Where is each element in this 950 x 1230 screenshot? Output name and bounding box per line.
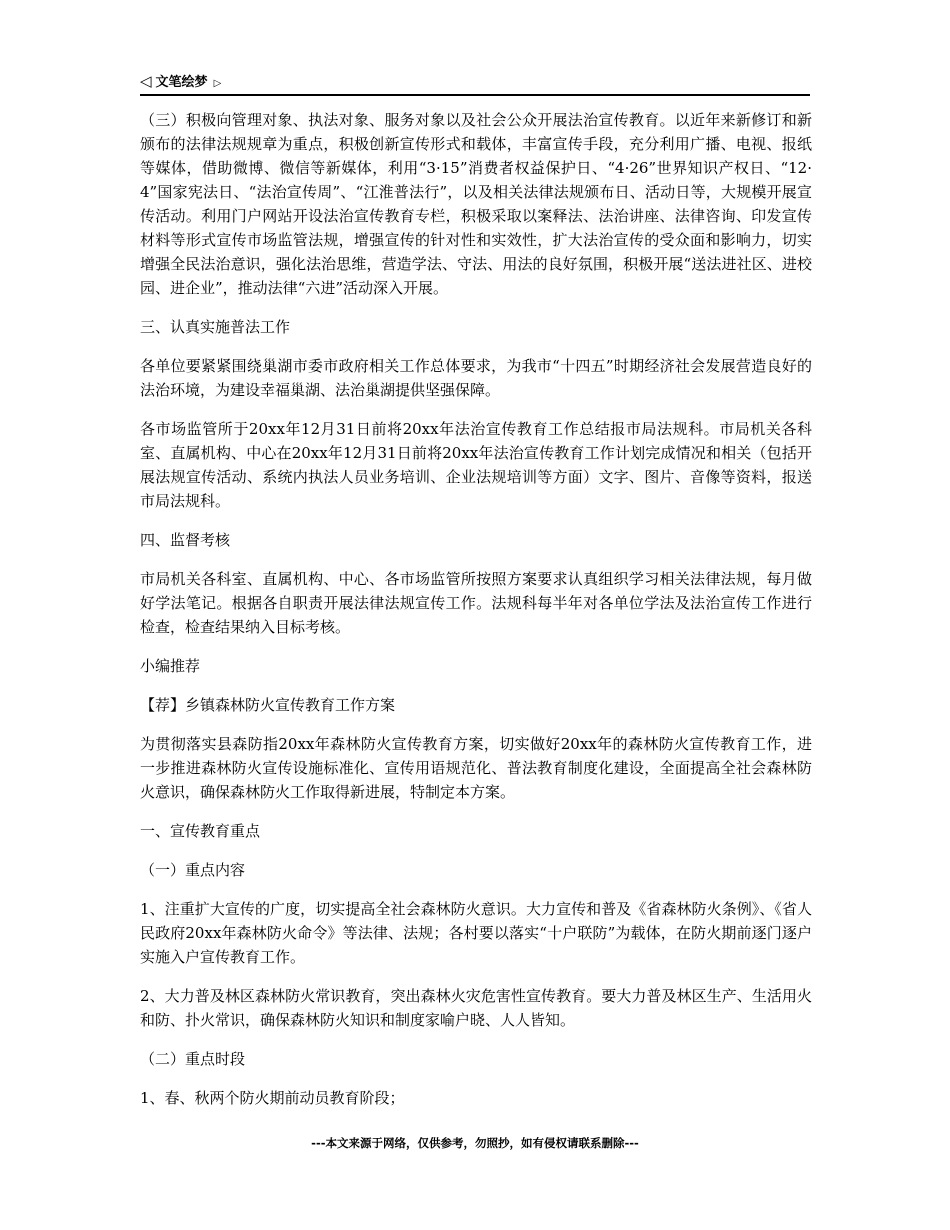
paragraph-2: 各单位要紧紧围绕巢湖市委市政府相关工作总体要求，为我市“十四五”时期经济社会发展营造良好的法治环境，为建设幸福巢湖、法治巢湖提供坚强保障。	[140, 357, 812, 399]
paragraph-5: 为贯彻落实县森防指20xx年森林防火宣传教育方案，切实做好20xx年的森林防火宣传教育工作，进一步推进森林防火宣传设施标准化、宣传用语规范化、普法教育制度化建设，全面提高全社会森林防火意识，确保森林防火工作取得新进展，特制定本方案。	[140, 735, 812, 801]
triangle-left-icon: ◁	[140, 72, 152, 90]
section-heading-3: 三、认真实施普法工作	[140, 318, 291, 336]
section-heading-4: 四、监督考核	[140, 531, 231, 549]
section-heading-1: 一、宣传教育重点	[140, 822, 261, 840]
recommend-title: 【荐】乡镇森林防火宣传教育工作方案	[140, 696, 396, 714]
footer-disclaimer: ---本文来源于网络，仅供参考，勿照抄，如有侵权请联系删除---	[311, 1136, 639, 1150]
paragraph-1: （三）积极向管理对象、执法对象、服务对象以及社会公众开展法治宣传教育。以近年来新修订和新颁布的法律法规规章为重点，积极创新宣传形式和载体，丰富宣传手段，充分利用广播、电视、报纸等媒体，借助微博、微信等新媒体，利用“3·15”消费者权益保护日、“4·26”世界知识产权日、“12·4”国家宪法日、“法治宣传周”、“江淮普法行”，以及相关法律法规颁布日、活动日等，大规模开展宣传活动。利用门户网站开设法治宣传教育专栏，积极采取以案释法、法治讲座、法律咨询、印发宣传材料等形式宣传市场监管法规，增强宣传的针对性和实效性，扩大法治宣传的受众面和影响力，切实增强全民法治意识，强化法治思维，营造学法、守法、用法的良好氛围，积极开展“送法进社区、进校园、进企业”，推动法律“六进”活动深入开展。	[140, 111, 812, 297]
header-logo-text: 文笔绘梦	[155, 75, 208, 90]
page-header	[140, 70, 810, 96]
recommend-heading: 小编推荐	[140, 657, 201, 675]
subsection-heading-1: （一）重点内容	[140, 861, 246, 879]
triangle-right-icon: ▷	[213, 78, 222, 89]
paragraph-8: 1、春、秋两个防火期前动员教育阶段；	[140, 1089, 405, 1107]
paragraph-4: 市局机关各科室、直属机构、中心、各市场监管所按照方案要求认真组织学习相关法律法规，每月做好学法笔记。根据各自职责开展法律法规宣传工作。法规科每半年对各单位学法及法治宣传工作进行检查，检查结果纳入目标考核。	[140, 570, 812, 636]
subsection-heading-2: （二）重点时段	[140, 1050, 246, 1068]
document-body	[140, 108, 812, 1125]
paragraph-7: 2、大力普及林区森林防火常识教育，突出森林火灾危害性宣传教育。要大力普及林区生产、生活用火和防、扑火常识，确保森林防火知识和制度家喻户晓、人人皆知。	[140, 987, 812, 1029]
header-logo	[140, 71, 221, 94]
paragraph-3: 各市场监管所于20xx年12月31日前将20xx年法治宣传教育工作总结报市局法规科。市局机关各科室、直属机构、中心在20xx年12月31日前将20xx年法治宣传教育工作计划完成情况和相关（包括开展法规宣传活动、系统内执法人员业务培训、企业法规培训等方面）文字、图片、音像等资料，报送市局法规科。	[140, 420, 812, 510]
paragraph-6: 1、注重扩大宣传的广度，切实提高全社会森林防火意识。大力宣传和普及《省森林防火条例》、《省人民政府20xx年森林防火命令》等法律、法规；各村要以落实“十户联防”为载体，在防火期前逐门逐户实施入户宣传教育工作。	[140, 900, 812, 966]
